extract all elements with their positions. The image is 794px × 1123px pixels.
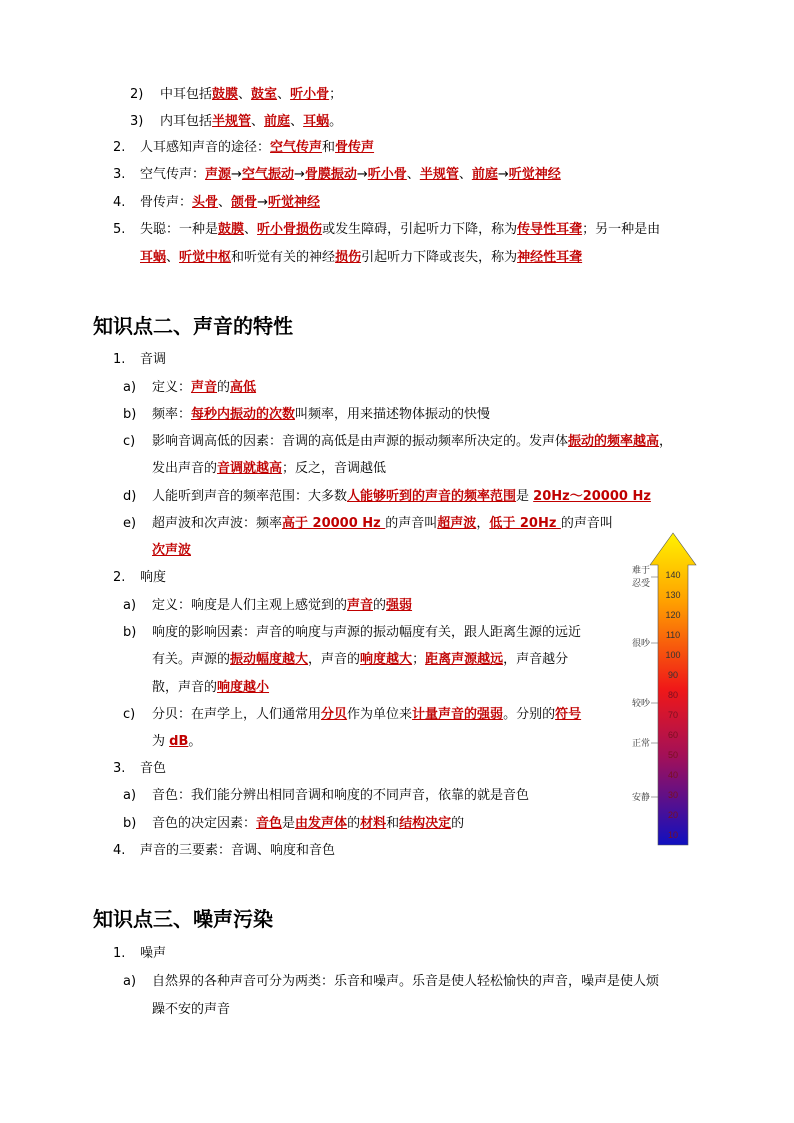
text-run: 失聪：一种是: [140, 222, 219, 237]
key-term: 音调就越高: [217, 461, 283, 476]
text-run: 是: [516, 489, 534, 504]
list-number: 3.: [113, 761, 126, 776]
key-term: 高于 20000 Hz: [282, 516, 386, 531]
text-run: ；另一种是由: [582, 222, 661, 237]
key-term: 距离声源越远: [425, 652, 504, 667]
key-term: 听觉神经: [508, 167, 561, 182]
text-run: 、: [251, 114, 265, 129]
text-run: 、: [290, 114, 304, 129]
list-number: a): [123, 598, 137, 613]
text-run: →: [497, 167, 509, 182]
decibel-tick-label: 40: [667, 770, 679, 780]
list-number: 4.: [113, 195, 126, 210]
key-term: 超声波: [437, 516, 477, 531]
key-term: 由发声体: [295, 816, 348, 831]
text-run: ，声音的: [308, 652, 361, 667]
decibel-tick-label: 110: [665, 630, 681, 640]
loudness-level-label: 难于忍受: [631, 566, 650, 589]
text-run: 和: [386, 816, 400, 831]
key-term: 声音: [347, 598, 374, 613]
text-run: 中耳包括: [160, 87, 213, 102]
text-run: 人耳感知声音的途径：: [140, 140, 271, 155]
decibel-tick-label: 60: [667, 730, 679, 740]
text-run: 内耳包括: [160, 114, 213, 129]
key-term: 听小骨: [367, 167, 407, 182]
loudness-level-label: 正常: [631, 739, 650, 749]
decibel-tick-label: 90: [667, 670, 679, 680]
text-run: 、: [218, 195, 232, 210]
key-term: 骨传声: [335, 140, 375, 155]
key-term: 计量声音的强弱: [412, 707, 504, 722]
text-run: ，: [659, 434, 673, 449]
key-term: 高低: [230, 380, 257, 395]
text-run: 声音的三要素：音调、响度和音色: [140, 843, 336, 858]
key-term: 空气传声: [270, 140, 323, 155]
key-term: 人能够听到的声音的频率范围: [347, 489, 517, 504]
text-run: 定义：响度是人们主观上感觉到的: [152, 598, 348, 613]
list-number: a): [123, 380, 137, 395]
text-run: 频率：: [152, 407, 192, 422]
text-run: 引起听力下降或丧失，称为: [361, 250, 518, 265]
text-run: 和: [322, 140, 336, 155]
decibel-tick-label: 80: [667, 690, 679, 700]
text-run: →: [293, 167, 305, 182]
key-term: 半规管: [212, 114, 252, 129]
key-term: 分贝: [321, 707, 348, 722]
key-term: 20Hz～20000 Hz: [533, 489, 651, 504]
key-term: 次声波: [152, 543, 192, 558]
key-term: 传导性耳聋: [517, 222, 583, 237]
list-number: c): [123, 707, 136, 722]
loudness-level-label: 安静: [631, 793, 650, 803]
decibel-tick-label: 30: [667, 790, 679, 800]
key-term: 音色: [256, 816, 283, 831]
loudness-level-label: 很吵: [631, 639, 650, 649]
text-run: 、: [458, 167, 472, 182]
text-run: 音色: [140, 761, 167, 776]
key-term: 损伤: [335, 250, 362, 265]
text-run: 叫频率，用来描述物体振动的快慢: [295, 407, 491, 422]
key-term: 颌骨: [231, 195, 258, 210]
text-run: 音色：我们能分辨出相同音调和响度的不同声音，依靠的就是音色: [152, 788, 530, 803]
list-number: b): [123, 625, 137, 640]
text-run: 响度的影响因素：声音的响度与声源的振动幅度有关，跟人距离生源的远近: [152, 625, 582, 640]
key-term: 鼓室: [251, 87, 278, 102]
key-term: 听觉神经: [267, 195, 320, 210]
text-run: 散，声音的: [152, 680, 218, 695]
text-run: →: [231, 167, 242, 182]
key-term: 听小骨损伤: [257, 222, 323, 237]
text-run: 为: [152, 734, 170, 749]
text-run: 作为单位来: [347, 707, 413, 722]
list-number: a): [123, 788, 137, 803]
text-run: ，: [476, 516, 490, 531]
decibel-tick-label: 20: [667, 810, 679, 820]
section-heading: 知识点三、噪声污染: [93, 907, 273, 931]
decibel-tick-label: 130: [665, 590, 681, 600]
list-number: 1.: [113, 352, 126, 367]
key-term: 神经性耳聋: [517, 250, 583, 265]
list-number: c): [123, 434, 136, 449]
list-number: 2): [130, 87, 144, 102]
key-term: 前庭: [471, 167, 498, 182]
decibel-tick-label: 120: [665, 610, 681, 620]
key-term: 鼓膜: [212, 87, 239, 102]
text-run: 发出声音的: [152, 461, 218, 476]
text-run: 的: [217, 380, 231, 395]
text-run: 、: [244, 222, 258, 237]
list-number: b): [123, 407, 137, 422]
decibel-tick-label: 50: [667, 750, 679, 760]
key-term: 空气振动: [241, 167, 294, 182]
list-number: 2.: [113, 140, 126, 155]
key-term: 听小骨: [290, 87, 330, 102]
key-term: 响度越小: [217, 680, 270, 695]
key-term: 强弱: [386, 598, 413, 613]
text-run: 、: [277, 87, 291, 102]
list-number: 2.: [113, 570, 126, 585]
key-term: 骨膜振动: [304, 167, 357, 182]
list-number: 1.: [113, 946, 126, 961]
text-run: 骨传声：: [140, 195, 193, 210]
decibel-tick-label: 70: [667, 710, 679, 720]
text-run: ，声音越分: [503, 652, 569, 667]
text-run: 的: [347, 816, 361, 831]
text-run: 、: [406, 167, 420, 182]
text-run: 的: [373, 598, 387, 613]
text-run: 。: [188, 734, 202, 749]
text-run: 、: [166, 250, 180, 265]
list-number: b): [123, 816, 137, 831]
decibel-tick-label: 10: [667, 830, 679, 840]
key-term: 响度越大: [360, 652, 413, 667]
key-term: 前庭: [264, 114, 291, 129]
key-term: 振动幅度越大: [230, 652, 309, 667]
list-number: 3): [130, 114, 144, 129]
key-term: 鼓膜: [218, 222, 245, 237]
key-term: 头骨: [192, 195, 219, 210]
list-number: 4.: [113, 843, 126, 858]
text-run: 音色的决定因素：: [152, 816, 257, 831]
key-term: 符号: [555, 707, 582, 722]
key-term: 材料: [360, 816, 387, 831]
text-run: 躁不安的声音: [152, 1002, 231, 1017]
text-run: ；反之，音调越低: [282, 461, 387, 476]
text-run: 的: [451, 816, 465, 831]
text-run: 、: [238, 87, 252, 102]
text-run: 有关。声源的: [152, 652, 231, 667]
list-number: e): [123, 516, 137, 531]
key-term: dB: [169, 734, 189, 749]
text-run: 超声波和次声波：频率: [152, 516, 283, 531]
key-term: 声源: [205, 167, 232, 182]
text-run: 的声音叫: [560, 516, 613, 531]
key-term: 耳蜗: [303, 114, 330, 129]
text-run: 响度: [140, 570, 167, 585]
text-run: ；: [329, 87, 343, 102]
text-run: 定义：: [152, 380, 192, 395]
text-run: 影响音调高低的因素：音调的高低是由声源的振动频率所决定的。发声体: [152, 434, 569, 449]
key-term: 听觉中枢: [179, 250, 232, 265]
text-run: 空气传声：: [140, 167, 206, 182]
text-run: 分贝：在声学上，人们通常用: [152, 707, 322, 722]
list-number: d): [123, 489, 137, 504]
text-run: →: [356, 167, 368, 182]
text-run: 和听觉有关的神经: [231, 250, 336, 265]
list-number: 3.: [113, 167, 126, 182]
text-run: 人能听到声音的频率范围：大多数: [152, 489, 348, 504]
key-term: 结构决定: [399, 816, 452, 831]
text-run: 。: [329, 114, 343, 129]
key-term: 声音: [191, 380, 218, 395]
text-run: 。分别的: [503, 707, 556, 722]
text-run: 是: [282, 816, 296, 831]
text-run: ；: [412, 652, 426, 667]
text-run: →: [257, 195, 268, 210]
key-term: 每秒内振动的次数: [191, 407, 296, 422]
key-term: 耳蜗: [140, 250, 167, 265]
key-term: 振动的频率越高: [568, 434, 660, 449]
text-run: 的声音叫: [385, 516, 438, 531]
decibel-tick-label: 100: [665, 650, 681, 660]
text-run: 音调: [140, 352, 167, 367]
key-term: 半规管: [419, 167, 459, 182]
decibel-tick-label: 140: [665, 570, 681, 580]
loudness-level-label: 较吵: [631, 699, 650, 709]
list-number: 5.: [113, 222, 126, 237]
section-heading: 知识点二、声音的特性: [93, 314, 293, 338]
text-run: 或发生障碍，引起听力下降，称为: [322, 222, 518, 237]
key-term: 低于 20Hz: [489, 516, 561, 531]
text-run: 自然界的各种声音可分为两类：乐音和噪声。乐音是使人轻松愉快的声音，噪声是使人烦: [152, 974, 660, 989]
text-run: 噪声: [140, 946, 167, 961]
list-number: a): [123, 974, 137, 989]
